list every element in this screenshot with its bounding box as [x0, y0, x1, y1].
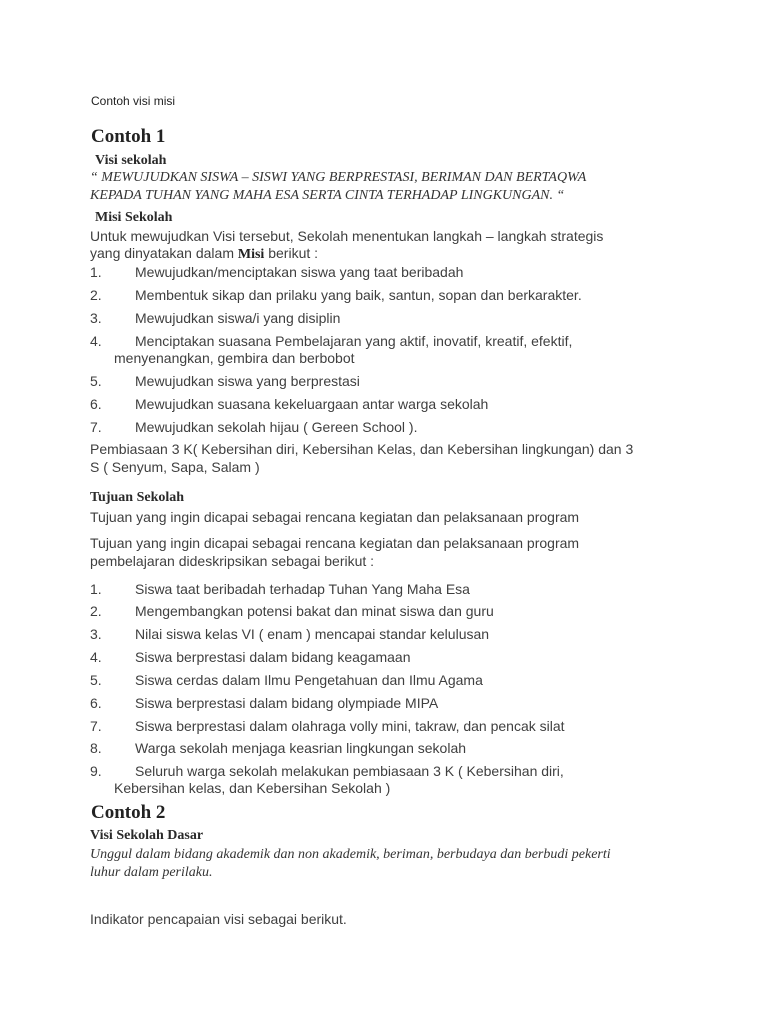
tujuan-item: Mengembangkan potensi bakat dan minat siswa dan guru [135, 603, 494, 619]
tujuan-sekolah-heading: Tujuan Sekolah [90, 490, 185, 505]
misi-item: Mewujudkan siswa yang berprestasi [135, 373, 360, 389]
tujuan-item: Warga sekolah menjaga keasrian lingkungan sekolah [135, 740, 467, 756]
list-number: 4. [90, 333, 102, 349]
document-title: Contoh visi misi [91, 94, 176, 108]
visi-sd-text-line: Unggul dalam bidang akademik dan non akademik, beriman, berbudaya dan berbudi pekerti [90, 847, 611, 862]
misi-intro-line: yang dinyatakan dalam Misi berikut : [90, 245, 319, 262]
list-number: 4. [90, 649, 102, 665]
list-number: 5. [90, 373, 102, 389]
list-number: 2. [90, 287, 102, 303]
list-number: 2. [90, 603, 102, 619]
pembiasaan-line: Pembiasaan 3 K( Kebersihan diri, Kebersihan Kelas, dan Kebersihan lingkungan) dan 3 [90, 441, 634, 457]
list-number: 3. [90, 626, 102, 642]
misi-item-continuation: menyenangkan, gembira dan berbobot [114, 350, 355, 366]
misi-item: Membentuk sikap dan prilaku yang baik, santun, sopan dan berkarakter. [135, 287, 582, 303]
indikator-text: Indikator pencapaian visi sebagai berikut. [90, 911, 347, 927]
tujuan-item: Siswa cerdas dalam Ilmu Pengetahuan dan Ilmu Agama [135, 672, 483, 688]
tujuan-item: Nilai siswa kelas VI ( enam ) mencapai standar kelulusan [135, 626, 490, 642]
tujuan-item: Seluruh warga sekolah melakukan pembiasaan 3 K ( Kebersihan diri, [135, 763, 564, 779]
pembiasaan-line: S ( Senyum, Sapa, Salam ) [90, 459, 260, 475]
visi-sd-text-line: luhur dalam perilaku. [90, 865, 213, 880]
list-number: 6. [90, 396, 102, 412]
tujuan-item: Siswa taat beribadah terhadap Tuhan Yang Maha Esa [135, 581, 470, 597]
tujuan-item-continuation: Kebersihan kelas, dan Kebersihan Sekolah ) [114, 780, 391, 796]
list-number: 3. [90, 310, 102, 326]
tujuan-paragraph-line: Tujuan yang ingin dicapai sebagai rencana kegiatan dan pelaksanaan program [90, 535, 580, 551]
list-number: 9. [90, 763, 102, 779]
tujuan-item: Siswa berprestasi dalam bidang keagamaan [135, 649, 411, 665]
misi-item: Mewujudkan/menciptakan siswa yang taat beribadah [135, 264, 464, 280]
misi-item: Mewujudkan siswa/i yang disiplin [135, 310, 341, 326]
list-number: 7. [90, 419, 102, 435]
visi-sekolah-heading: Visi sekolah [95, 153, 167, 168]
list-number: 6. [90, 695, 102, 711]
list-number: 8. [90, 740, 102, 756]
list-number: 7. [90, 718, 102, 734]
contoh-1-heading: Contoh 1 [91, 126, 166, 147]
tujuan-item: Siswa berprestasi dalam olahraga volly mini, takraw, dan pencak silat [135, 718, 565, 734]
misi-item: Mewujudkan sekolah hijau ( Gereen School ). [135, 419, 418, 435]
visi-text-line: KEPADA TUHAN YANG MAHA ESA SERTA CINTA TERHADAP LINGKUNGAN. “ [90, 188, 565, 203]
visi-text-line: “ MEWUJUDKAN SISWA – SISWI YANG BERPRESTASI, BERIMAN DAN BERTAQWA [90, 170, 587, 185]
tujuan-paragraph-line: pembelajaran dideskripsikan sebagai berikut : [90, 553, 375, 569]
list-number: 5. [90, 672, 102, 688]
list-number: 1. [90, 581, 102, 597]
tujuan-item: Siswa berprestasi dalam bidang olympiade MIPA [135, 695, 439, 711]
misi-sekolah-heading: Misi Sekolah [95, 210, 173, 225]
list-number: 1. [90, 264, 102, 280]
misi-bold-word: Misi [237, 247, 265, 262]
misi-item: Menciptakan suasana Pembelajaran yang aktif, inovatif, kreatif, efektif, [135, 333, 573, 349]
misi-item: Mewujudkan suasana kekeluargaan antar warga sekolah [135, 396, 489, 412]
contoh-2-heading: Contoh 2 [91, 802, 166, 823]
misi-intro-line: Untuk mewujudkan Visi tersebut, Sekolah menentukan langkah – langkah strategis [90, 228, 604, 244]
tujuan-paragraph: Tujuan yang ingin dicapai sebagai rencana kegiatan dan pelaksanaan program [90, 509, 580, 525]
visi-sekolah-dasar-heading: Visi Sekolah Dasar [90, 828, 204, 843]
